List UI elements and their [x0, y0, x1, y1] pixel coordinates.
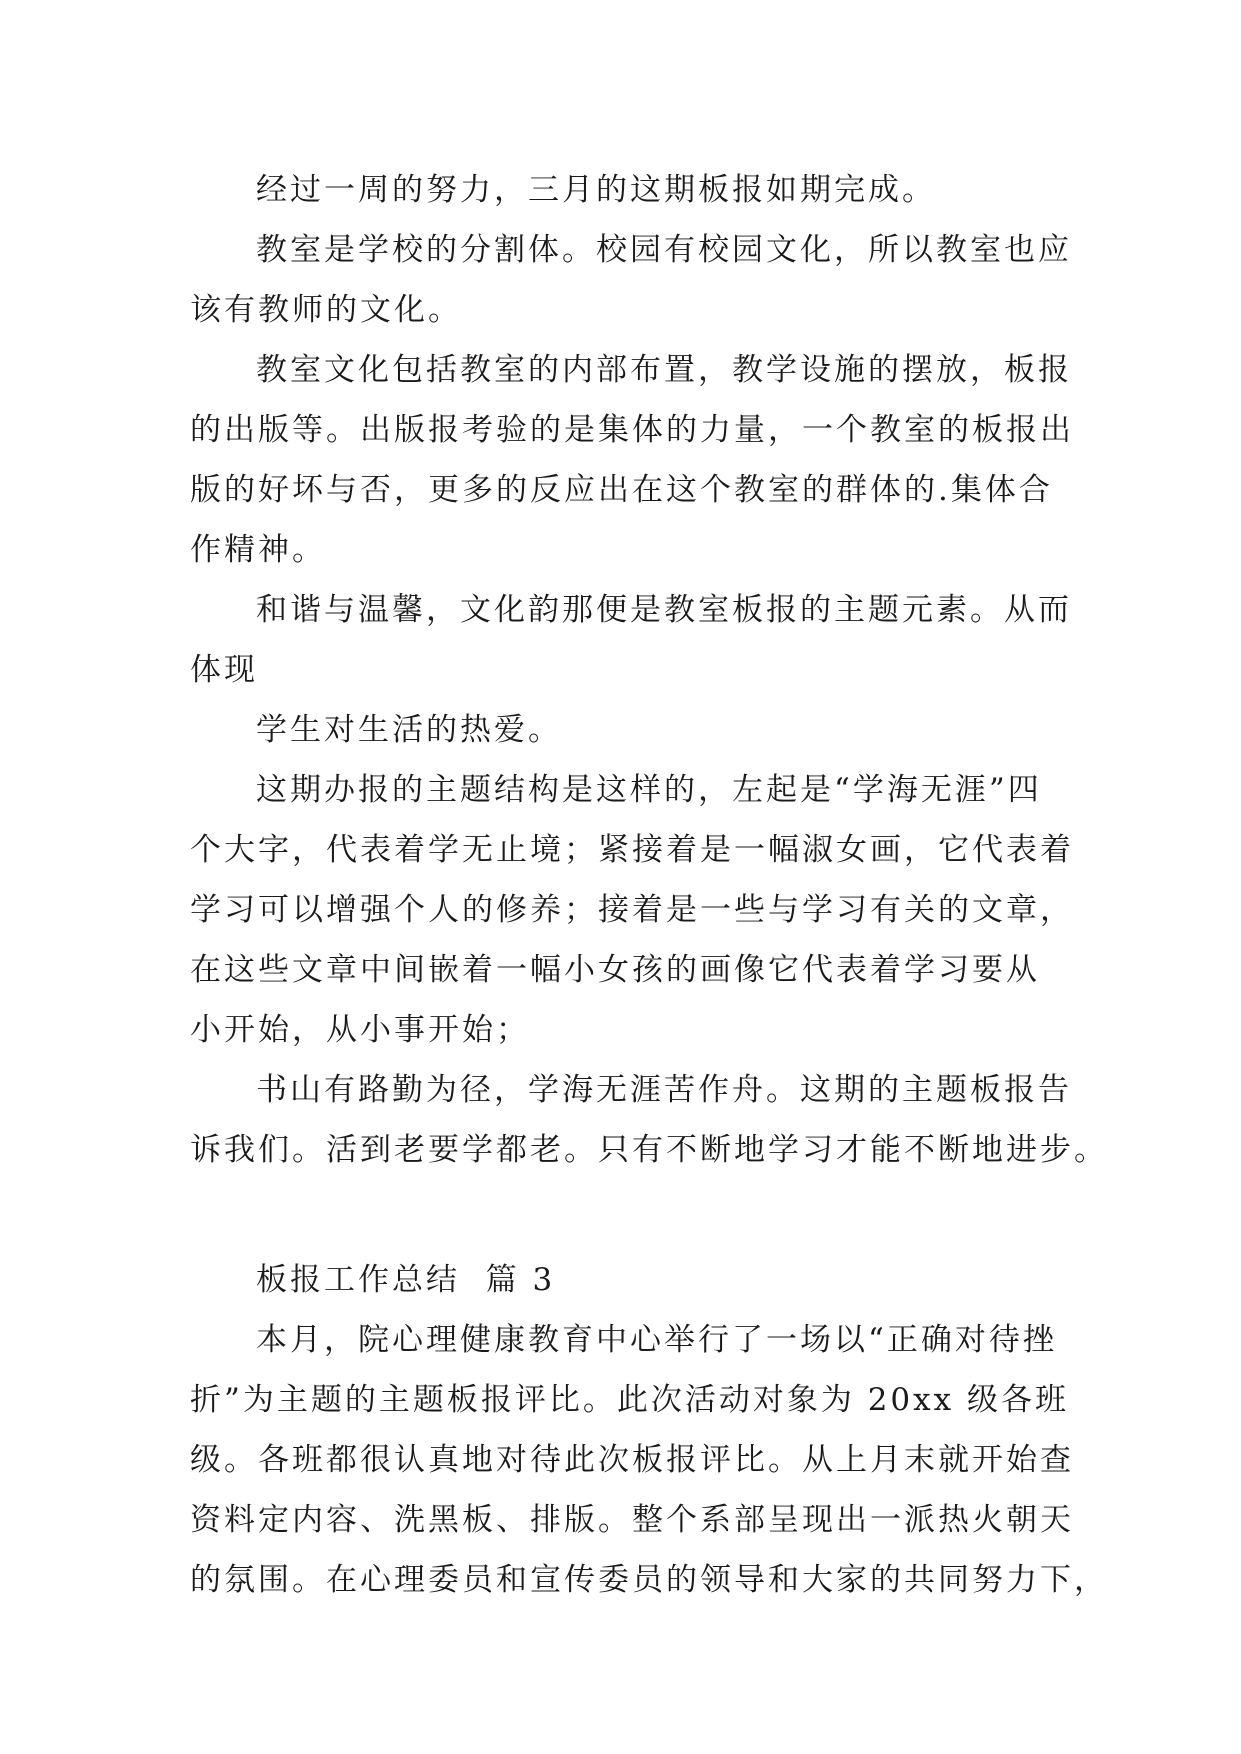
text-line: 经过一周的努力，三月的这期板报如期完成。 — [256, 172, 936, 208]
paragraph-1 — [190, 160, 1050, 220]
paragraph-2 — [190, 220, 1072, 340]
paragraph-6 — [190, 760, 1074, 1060]
text-line: 在这些文章中间嵌着一幅小女孩的画像它代表着学习要从 — [190, 952, 1040, 988]
text-line: 学习可以增强个人的修养；接着是一些与学习有关的文章， — [190, 892, 1074, 928]
section-gap — [190, 1180, 1050, 1250]
text-line: 书山有路勤为径，学海无涯苦作舟。这期的主题板报告 — [256, 1072, 1072, 1108]
text-line: 作精神。 — [190, 532, 326, 568]
paragraph-3 — [190, 340, 1074, 580]
text-line: 学生对生活的热爱。 — [256, 712, 562, 748]
text-line: 教室是学校的分割体。校园有校园文化，所以教室也应 — [256, 232, 1072, 268]
text-line: 这期办报的主题结构是这样的，左起是“学海无涯”四 — [256, 772, 1042, 808]
section-heading: 板报工作总结 篇 3 — [256, 1262, 556, 1298]
text-line: 该有教师的文化。 — [190, 292, 462, 328]
paragraph-7 — [190, 1060, 1108, 1180]
text-line: 的氛围。在心理委员和宣传委员的领导和大家的共同努力下， — [190, 1562, 1108, 1598]
paragraph-5 — [190, 700, 1050, 760]
text-line: 级。各班都很认真地对待此次板报评比。从上月末就开始查 — [190, 1442, 1074, 1478]
text-line: 教室文化包括教室的内部布置，教学设施的摆放，板报 — [256, 352, 1072, 388]
text-line: 本月，院心理健康教育中心举行了一场以“正确对待挫 — [256, 1322, 1057, 1358]
document-body — [190, 160, 1108, 1610]
paragraph-4 — [190, 580, 1072, 700]
text-line: 体现 — [190, 652, 258, 688]
text-line: 小开始，从小事开始； — [190, 1012, 530, 1048]
text-line: 版的好坏与否，更多的反应出在这个教室的群体的.集体合 — [190, 472, 1053, 508]
text-line: 资料定内容、洗黑板、排版。整个系部呈现出一派热火朝天 — [190, 1502, 1074, 1538]
text-line: 的出版等。出版报考验的是集体的力量，一个教室的板报出 — [190, 412, 1074, 448]
paragraph-8 — [190, 1310, 1108, 1610]
text-line: 和谐与温馨，文化韵那便是教室板报的主题元素。从而 — [256, 592, 1072, 628]
text-line: 诉我们。活到老要学都老。只有不断地学习才能不断地进步。 — [190, 1132, 1108, 1168]
text-line: 个大字，代表着学无止境；紧接着是一幅淑女画，它代表着 — [190, 832, 1074, 868]
text-line: 折”为主题的主题板报评比。此次活动对象为 20xx 级各班 — [190, 1382, 1069, 1418]
